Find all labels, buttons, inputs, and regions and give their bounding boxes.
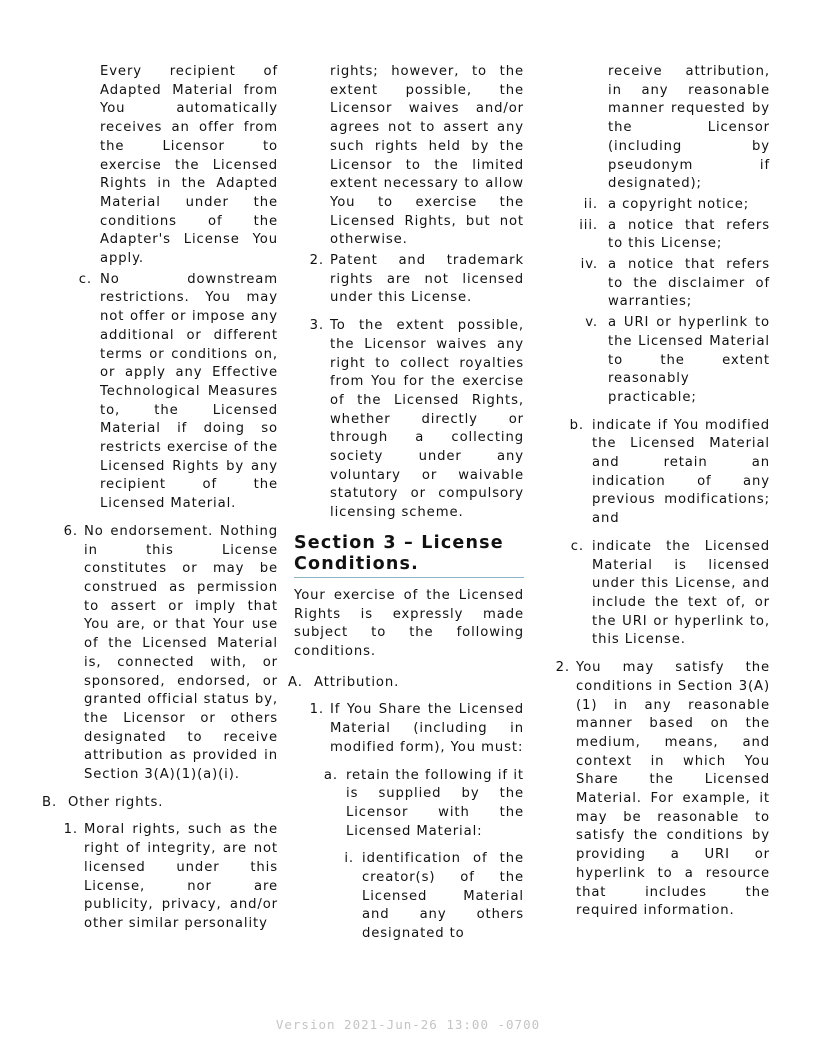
list-item-1 — [63, 821, 278, 933]
list-marker: 1. — [63, 822, 78, 838]
list-marker: a. — [323, 767, 338, 783]
list-item-ii — [583, 196, 770, 215]
list-item-text: Attribution. — [314, 674, 400, 690]
list-marker: b. — [569, 417, 584, 433]
list-item-text: indicate the Licensed Material is licensed under this License, and include the text of, or the URI or hyperlink to, this License. — [592, 538, 770, 648]
list-item-text: a notice that refers to the disclaimer of warranties; — [608, 257, 770, 310]
list-marker: 3. — [309, 318, 324, 334]
list-item-text: indicate if You modified the Licensed Material and retain an indication of any previous modifications; and — [592, 417, 770, 527]
continued-paragraph: Every recipient of Adapted Material from You automatically receives an offer from the Licensor to exercise the Licensed Rights in the Adapted Material under the conditions of the Adapter's License You apply. — [100, 64, 278, 267]
section-heading: Section 3 – License Conditions. — [294, 533, 524, 578]
continued-paragraph: receive attribution, in any reasonable manner requested by the Licensor (including by pseudonym if designated); — [608, 64, 770, 192]
column-3 — [548, 63, 770, 930]
list-marker: 6. — [63, 523, 78, 539]
list-item-i — [344, 850, 524, 944]
list-item-text: To the extent possible, the Licensor waives any right to collect royalties from You for the exercise of the Licensed Rights, whether directly or through a collecting society under any voluntary or waivable statutory or compulsory licensing scheme. — [330, 318, 524, 521]
list-item-text: If You Share the Licensed Material (including in modified form), You must: — [330, 702, 524, 755]
list-item-iv — [580, 256, 770, 312]
section-intro: Your exercise of the Licensed Rights is expressly made subject to the following conditions. — [294, 587, 524, 659]
list-marker: 2. — [555, 660, 570, 676]
list-marker: v. — [585, 315, 598, 331]
list-item-text: Moral rights, such as the right of integrity, are not licensed under this License, nor are publicity, privacy, and/or other similar personality — [84, 822, 278, 931]
version-footer: Version 2021-Jun-26 13:00 -0700 — [275, 1017, 541, 1032]
list-item-c — [78, 271, 278, 514]
list-item-text: Patent and trademark rights are not licensed under this License. — [330, 253, 524, 306]
list-item-text: No downstream restrictions. You may not offer or impose any additional or different terms or conditions on, or apply any Effective Technological Measures to, the Licensed Material if doing so restricts exercise of the Licensed Rights by any recipient of the Licensed Material. — [100, 271, 278, 512]
list-item-text: a notice that refers to this License; — [608, 217, 770, 252]
column-1 — [42, 63, 278, 943]
continued-paragraph: rights; however, to the extent possible, the Licensor waives and/or agrees not to assert any such rights held by the Licensor to the limited extent necessary to allow You to exercise the Licensed Rights, but not otherwise. — [330, 64, 524, 248]
list-marker: c. — [78, 271, 92, 287]
list-item-6 — [63, 523, 278, 785]
list-item-v — [585, 314, 770, 408]
list-marker: A. — [288, 674, 303, 690]
list-marker: iii. — [579, 217, 598, 233]
list-marker: iv. — [580, 257, 598, 273]
list-item-b — [569, 417, 770, 529]
list-marker: c. — [570, 538, 584, 554]
list-item-A — [288, 674, 524, 693]
list-marker: B. — [42, 794, 58, 810]
list-item-2 — [555, 659, 770, 921]
list-item-iii — [579, 217, 770, 254]
column-2 — [288, 63, 524, 953]
list-marker: ii. — [583, 196, 598, 212]
list-item-text: identification of the creator(s) of the Licensed Material and any others designated to — [362, 851, 524, 942]
list-item-text: Other rights. — [68, 794, 164, 810]
list-item-text: No endorsement. Nothing in this License constitutes or may be construed as permission to assert or imply that You are, or that Your use of the Licensed Material is, connected with, or sponsored, endorsed, or granted official status by, the Licensor or others designated to receive attribution as provided in Section 3(A)(1)(a)(i). — [84, 523, 278, 783]
list-marker: i. — [344, 851, 354, 867]
list-item-a — [323, 767, 524, 842]
list-item-text: You may satisfy the conditions in Section 3(A)(1) in any reasonable manner based on the medium, means, and context in which You Share the Licensed Material. For example, it may be reasonable to satisfy the conditions by providing a URI or hyperlink to a resource that includes the required information. — [576, 660, 770, 919]
list-item-text: a copyright notice; — [608, 196, 750, 212]
list-item-B — [42, 794, 278, 813]
list-item-text: retain the following if it is supplied by the Licensor with the Licensed Material: — [346, 767, 524, 839]
list-item-2 — [309, 252, 524, 308]
list-item-c — [570, 538, 770, 650]
list-item-3 — [309, 317, 524, 523]
list-marker: 1. — [309, 702, 324, 718]
list-marker: 2. — [309, 253, 324, 269]
list-item-A1 — [309, 701, 524, 757]
list-item-text: a URI or hyperlink to the Licensed Material to the extent reasonably practicable; — [608, 315, 770, 405]
